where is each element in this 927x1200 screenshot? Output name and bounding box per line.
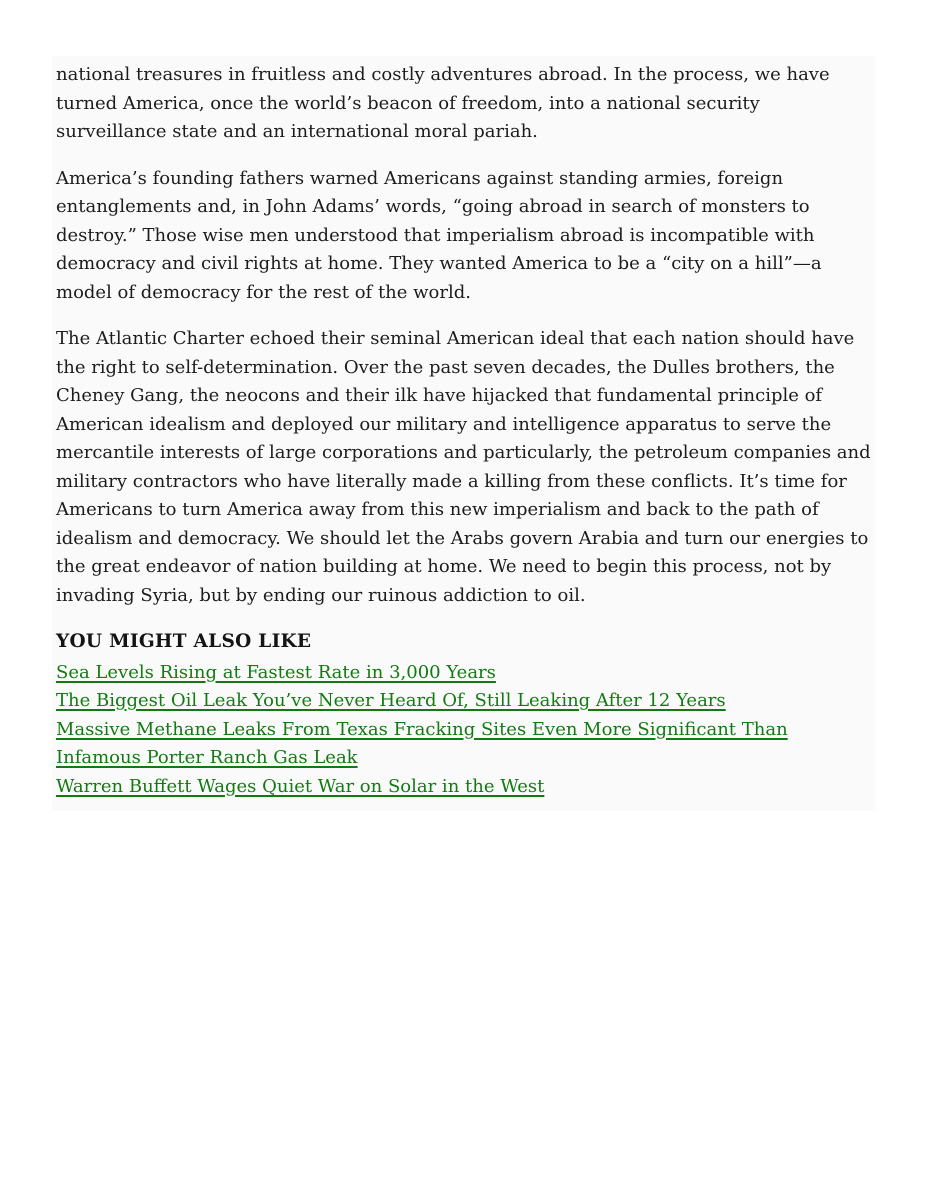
related-link-oil-leak[interactable]: The Biggest Oil Leak You’ve Never Heard Of, Still Leaking After 12 Years — [56, 690, 726, 711]
article-paragraph: America’s founding fathers warned Americans against standing armies, foreign entanglements and, in John Adams’ words, “going abroad in search of monsters to destroy.” Those wise men understood that imperialism abroad is incompatible with democracy and civil rights at home. They wanted America to be a “city on a hill”—a model of democracy for the rest of the world. — [56, 167, 822, 303]
related-section-heading: YOU MIGHT ALSO LIKE — [56, 631, 312, 652]
related-link-sea-levels[interactable]: Sea Levels Rising at Fastest Rate in 3,000 Years — [56, 661, 496, 683]
related-link-methane-leaks[interactable]: Massive Methane Leaks From Texas Fracking Sites Even More Significant Than Infamous Porter Ranch Gas Leak — [56, 718, 788, 768]
related-link-warren-buffett[interactable]: Warren Buffett Wages Quiet War on Solar in the West — [56, 775, 545, 797]
article-paragraph: national treasures in fruitless and costly adventures abroad. In the process, we have turned America, once the world’s beacon of freedom, into a national security surveillance state and an international moral pariah. — [56, 64, 830, 142]
related-links-list — [56, 659, 871, 802]
article-paragraph: The Atlantic Charter echoed their seminal American ideal that each nation should have the right to self-determination. Over the past seven decades, the Dulles brothers, the Cheney Gang, the neocons and their ilk have hijacked that fundamental principle of American idealism and deployed our military and intelligence apparatus to serve the mercantile interests of large corporations and particularly, the petroleum companies and military contractors who have literally made a killing from these conflicts. It’s time for Americans to turn America away from this new imperialism and back to the path of idealism and democracy. We should let the Arabs govern Arabia and turn our energies to the great endeavor of nation building at home. We need to begin this process, not by invading Syria, but by ending our ruinous addiction to oil. — [56, 328, 871, 606]
article-content — [52, 56, 875, 811]
